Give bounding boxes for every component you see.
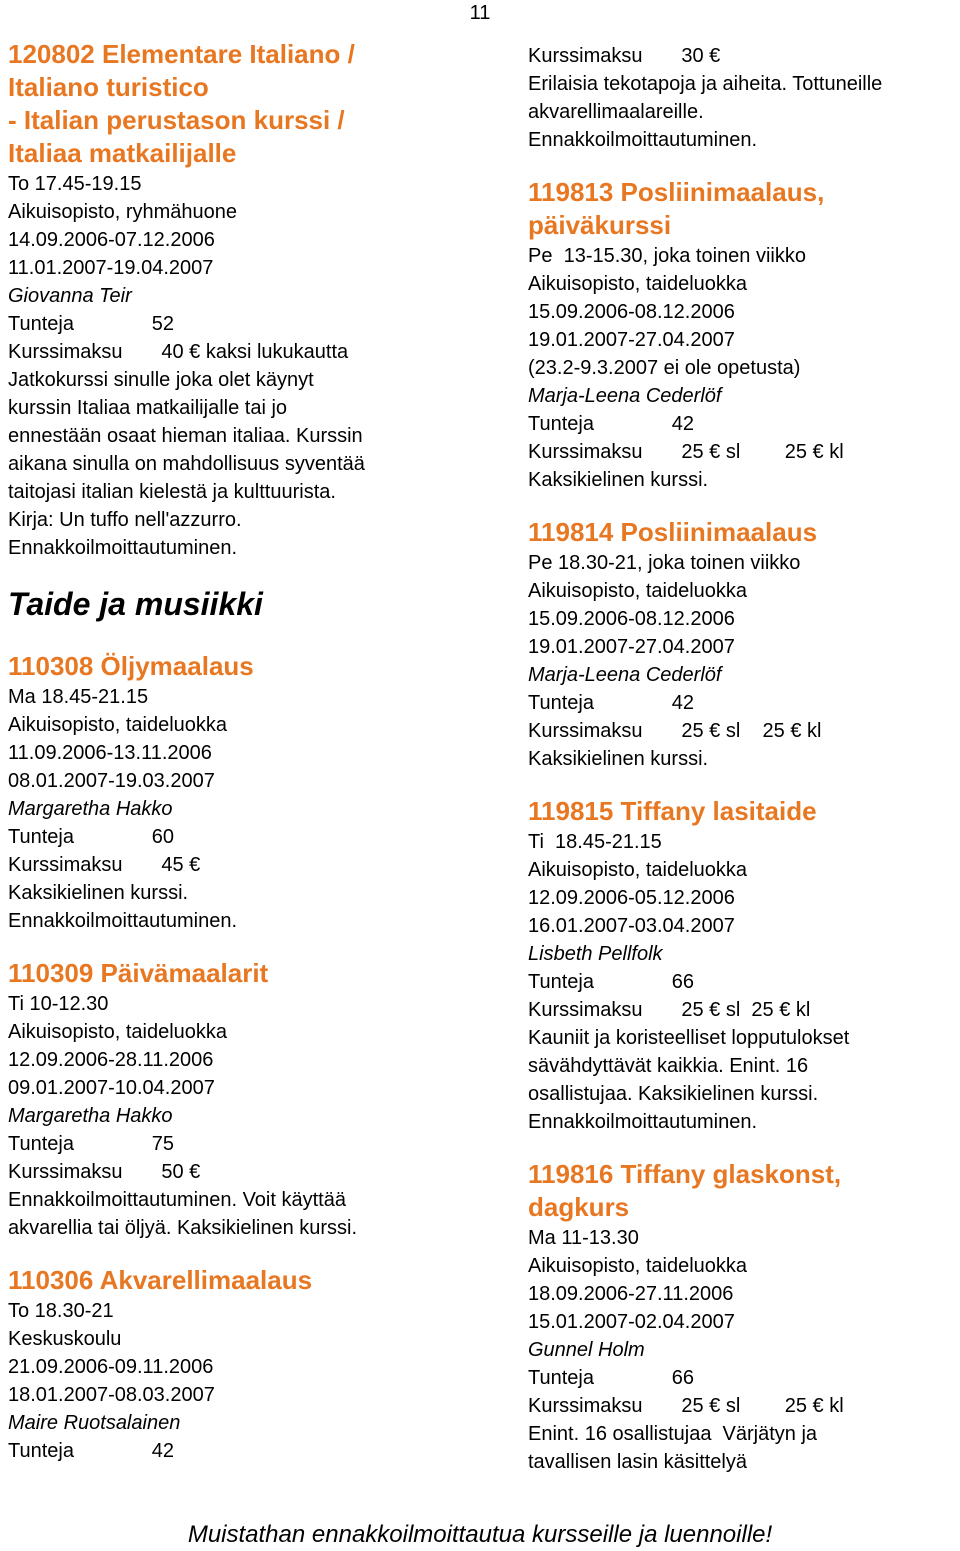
course-time: To 17.45-19.15 [8,173,142,195]
course-teacher: Margaretha Hakko [8,798,173,820]
course-title-line: Italiano turistico [8,72,209,102]
course-title: 110308 Öljymaalaus [8,651,254,681]
course-hours: Tunteja 75 [8,1133,175,1155]
spacer [8,1242,478,1264]
course-title-line: 120802 Elementare Italiano / [8,39,355,69]
course-dates: 09.01.2007-10.04.2007 [8,1077,215,1099]
course-description-line: Enint. 16 osallistujaa Värjätyn ja [528,1423,818,1445]
course-description-line: aikana sinulla on mahdollisuus syventää [8,453,365,475]
course-place: Keskuskoulu [8,1328,122,1350]
course-time: Ma 11-13.30 [528,1227,639,1249]
course-fee: Kurssimaksu 30 € [528,45,721,67]
course-description-line: Ennakkoilmoittautuminen. [528,129,758,151]
course-title-line: 119813 Posliinimaalaus, [528,177,825,207]
course-description-line: ennestään osaat hieman italiaa. Kurssin [8,425,363,447]
course-dates: 11.01.2007-19.04.2007 [8,257,214,279]
course-title: 119814 Posliinimaalaus [528,517,818,547]
course-fee: Kurssimaksu 25 € sl 25 € kl [528,441,844,463]
course-description-line: akvarellimaalareille. [528,101,704,123]
course-fee: Kurssimaksu 25 € sl 25 € kl [528,720,822,742]
course-description-line: taitojasi italian kielestä ja kulttuurista. [8,481,336,503]
course-teacher: Margaretha Hakko [8,1105,173,1127]
course-title [528,176,960,242]
course-description-line: kurssin Italiaa matkailijalle tai jo [8,397,288,419]
course-119814 [528,516,960,773]
course-note: Kaksikielinen kurssi. [8,882,189,904]
spacer [528,773,960,795]
course-dates: 18.09.2006-27.11.2006 [528,1283,734,1305]
course-hours: Tunteja 60 [8,826,175,848]
course-hours: Tunteja 66 [528,1367,695,1389]
course-description-line: Kirja: Un tuffo nell'azzurro. [8,509,242,531]
course-110306-continued [528,42,960,154]
course-dates: 15.01.2007-02.04.2007 [528,1311,735,1333]
course-dates: 12.09.2006-28.11.2006 [8,1049,214,1071]
course-note: Kaksikielinen kurssi. [528,469,709,491]
course-title-line: - Italian perustason kurssi / [8,105,345,135]
course-fee: Kurssimaksu 25 € sl 25 € kl [528,999,811,1021]
course-119813 [528,176,960,494]
course-dates: 15.09.2006-08.12.2006 [528,301,735,323]
course-dates-note: (23.2-9.3.2007 ei ole opetusta) [528,357,801,379]
course-dates: 15.09.2006-08.12.2006 [528,608,735,630]
course-description-line: tavallisen lasin käsittelyä [528,1451,747,1473]
course-hours: Tunteja 52 [8,313,175,335]
page-number: 11 [469,2,491,24]
course-teacher: Maire Ruotsalainen [8,1412,181,1434]
course-description-line: Erilaisia tekotapoja ja aiheita. Tottuneille [528,73,883,95]
course-time: To 18.30-21 [8,1300,114,1322]
course-dates: 12.09.2006-05.12.2006 [528,887,735,909]
course-place: Aikuisopisto, taideluokka [8,1021,228,1043]
course-place: Aikuisopisto, taideluokka [8,714,228,736]
course-dates: 11.09.2006-13.11.2006 [8,742,212,764]
course-description-line: Ennakkoilmoittautuminen. [528,1111,758,1133]
footer-reminder: Muistathan ennakkoilmoittautua kursseille ja luennoille! [187,1521,773,1548]
course-title-line: Italiaa matkailijalle [8,138,237,168]
course-note: Kaksikielinen kurssi. [528,748,709,770]
spacer [8,935,478,957]
course-dates: 19.01.2007-27.04.2007 [528,329,735,351]
course-title-line: dagkurs [528,1192,630,1222]
course-hours: Tunteja 42 [528,692,695,714]
course-teacher: Gunnel Holm [528,1339,645,1361]
course-dates: 14.09.2006-07.12.2006 [8,229,215,251]
course-time: Ti 10-12.30 [8,993,109,1015]
course-time: Ti 18.45-21.15 [528,831,662,853]
course-place: Aikuisopisto, taideluokka [528,273,748,295]
course-hours: Tunteja 42 [528,413,695,435]
right-column [528,42,960,1476]
spacer [528,154,960,176]
left-column [8,38,478,1465]
course-hours: Tunteja 66 [528,971,695,993]
course-fee: Kurssimaksu 40 € kaksi lukukautta [8,341,349,363]
course-place: Aikuisopisto, taideluokka [528,859,748,881]
course-title-line: 119816 Tiffany glaskonst, [528,1159,842,1189]
course-teacher: Marja-Leena Cederlöf [528,664,722,686]
course-110306 [8,1264,478,1465]
course-fee: Kurssimaksu 45 € [8,854,201,876]
course-dates: 21.09.2006-09.11.2006 [8,1356,214,1378]
course-teacher: Marja-Leena Cederlöf [528,385,722,407]
course-place: Aikuisopisto, taideluokka [528,580,748,602]
course-place: Aikuisopisto, taideluokka [528,1255,748,1277]
course-time: Pe 13-15.30, joka toinen viikko [528,245,806,267]
course-description-line: Ennakkoilmoittautuminen. [8,537,238,559]
course-description-line: Jatkokurssi sinulle joka olet käynyt [8,369,314,391]
course-120802 [8,38,478,562]
section-title: Taide ja musiikki [8,586,263,622]
course-place: Aikuisopisto, ryhmähuone [8,201,238,223]
course-description-line: Kauniit ja koristeelliset lopputulokset [528,1027,850,1049]
course-110308 [8,650,478,935]
course-title: 110309 Päivämaalarit [8,958,269,988]
course-title-line: päiväkurssi [528,210,672,240]
course-119815 [528,795,960,1136]
course-dates: 16.01.2007-03.04.2007 [528,915,735,937]
course-dates: 18.01.2007-08.03.2007 [8,1384,215,1406]
course-dates: 08.01.2007-19.03.2007 [8,770,215,792]
course-title [528,1158,960,1224]
course-teacher: Giovanna Teir [8,285,132,307]
course-description-line: Ennakkoilmoittautuminen. Voit käyttää [8,1189,346,1211]
course-time: Pe 18.30-21, joka toinen viikko [528,552,801,574]
course-hours: Tunteja 42 [8,1440,175,1462]
course-description-line: sävähdyttävät kaikkia. Enint. 16 [528,1055,809,1077]
course-note: Ennakkoilmoittautuminen. [8,910,238,932]
course-description-line: akvarellia tai öljyä. Kaksikielinen kurssi. [8,1217,358,1239]
course-110309 [8,957,478,1242]
course-dates: 19.01.2007-27.04.2007 [528,636,735,658]
course-title: 119815 Tiffany lasitaide [528,796,817,826]
course-time: Ma 18.45-21.15 [8,686,149,708]
spacer [528,1136,960,1158]
course-title [8,38,478,170]
course-fee: Kurssimaksu 50 € [8,1161,201,1183]
course-description-line: osallistujaa. Kaksikielinen kurssi. [528,1083,819,1105]
course-title: 110306 Akvarellimaalaus [8,1265,313,1295]
course-teacher: Lisbeth Pellfolk [528,943,663,965]
spacer [528,494,960,516]
course-119816 [528,1158,960,1476]
course-fee: Kurssimaksu 25 € sl 25 € kl [528,1395,844,1417]
